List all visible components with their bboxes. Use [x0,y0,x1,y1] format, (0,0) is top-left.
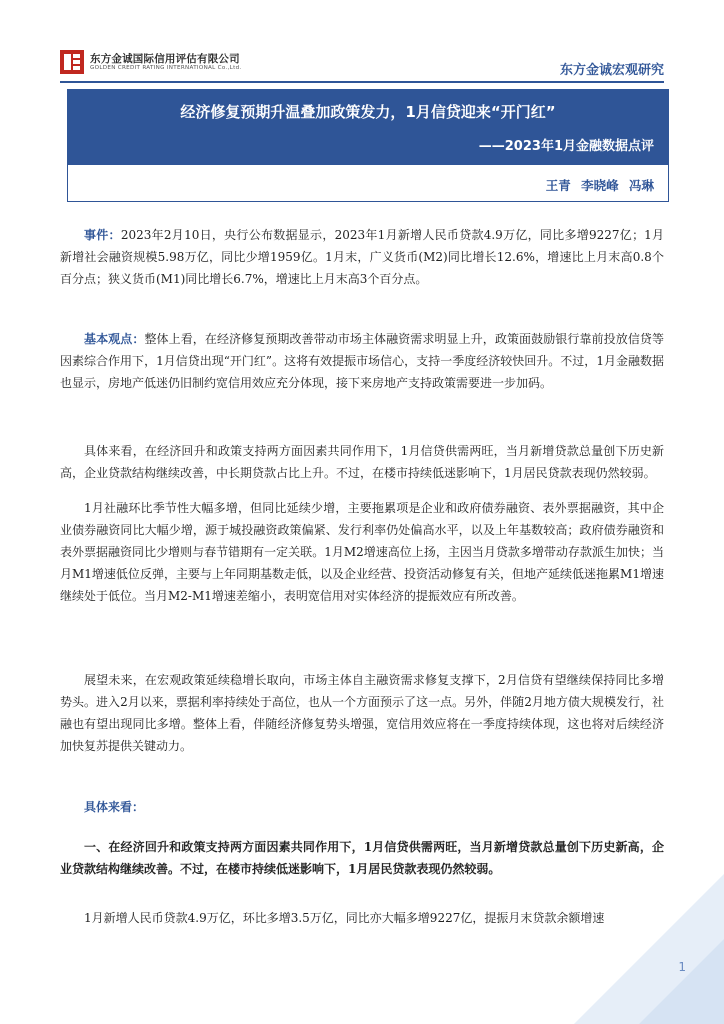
company-logo-icon [60,50,84,74]
report-subtitle: ——2023年1月金融数据点评 [478,139,654,154]
view-paragraph [60,328,664,394]
event-label: 事件： [84,228,121,242]
detail-label: 具体来看： [84,800,145,814]
paragraph-credit [60,440,664,484]
paragraph-loans-text: 1月新增人民币贷款4.9万亿，环比多增3.5万亿，同比亦大幅多增9227亿，提振月末贷款余额增速 [84,911,605,925]
event-paragraph [60,224,664,290]
paragraph-social-financing-text: 1月社融环比季节性大幅多增，但同比延续少增，主要拖累项是企业和政府债券融资、表外票据融资，其中企业债券融资同比大幅少增，源于城投融资政策偏紧、发行利率仍处偏高水平，以及上年基数较高；政府债券融资和表外票据融资同比少增则与春节错期有一定关联。1月M2增速高位上扬，主因当月贷款多增带动存款派生加快；当月M1增速低位反弹，主要与上年同期基数走低，以及企业经营、投资活动修复有关，但地产延续低迷拖累M1增速继续处于低位。当月M2-M1增速差缩小，表明宽信用对实体经济的提振效应有所改善。 [60,501,664,603]
event-text: 2023年2月10日，央行公布数据显示，2023年1月新增人民币贷款4.9万亿，同比多增9227亿；1月新增社会融资规模5.98万亿，同比少增1959亿。1月末，广义货币(M2)同比增长12.6%，增速比上月末高0.8个百分点；狭义货币(M1)同比增长6.7%，增速比上月末高3个百分点。 [60,228,664,286]
header-divider [60,81,664,83]
title-box [67,89,669,202]
company-name-cn: 东方金诚国际信用评估有限公司 [90,53,240,65]
detail-heading [60,796,664,818]
authors: 王青 李晓峰 冯琳 [545,178,654,193]
view-label: 基本观点： [84,332,145,346]
page-header [60,46,664,80]
view-text: 整体上看，在经济修复预期改善带动市场主体融资需求明显上升，政策面鼓励银行靠前投放信贷等因素综合作用下，1月信贷出现“开门红”。这将有效提振市场信心，支持一季度经济较快回升。不过，1月金融数据也显示，房地产低迷仍旧制约宽信用效应充分体现，接下来房地产支持政策需要进一步加码。 [60,332,664,390]
title-band [68,90,668,165]
report-title: 经济修复预期升温叠加政策发力，1月信贷迎来“开门红” [180,103,556,121]
section-heading-1-text: 一、在经济回升和政策支持两方面因素共同作用下，1月信贷供需两旺，当月新增贷款总量创下历史新高，企业贷款结构继续改善。不过，在楼市持续低迷影响下，1月居民贷款表现仍然较弱。 [60,840,664,876]
brand-label: 东方金诚宏观研究 [559,63,664,78]
paragraph-social-financing [60,497,664,607]
paragraph-outlook-text: 展望未来，在宏观政策延续稳增长取向，市场主体自主融资需求修复支撑下，2月信贷有望继续保持同比多增势头。进入2月以来，票据利率持续处于高位，也从一个方面预示了这一点。另外，伴随2月地方债大规模发行，社融也有望出现同比多增。整体上看，伴随经济修复势头增强，宽信用效应将在一季度持续体现，这也将对后续经济加快复苏提供关键动力。 [60,673,664,753]
page-number: 1 [678,960,686,974]
company-name-en: GOLDEN CREDIT RATING INTERNATIONAL Co.,Ltd. [90,65,242,71]
corner-decoration-inner [639,939,724,1024]
paragraph-credit-text: 具体来看，在经济回升和政策支持两方面因素共同作用下，1月信贷供需两旺，当月新增贷款总量创下历史新高，企业贷款结构继续改善，中长期贷款占比上升。不过，在楼市持续低迷影响下，1月居民贷款表现仍然较弱。 [60,444,664,480]
paragraph-outlook [60,669,664,757]
